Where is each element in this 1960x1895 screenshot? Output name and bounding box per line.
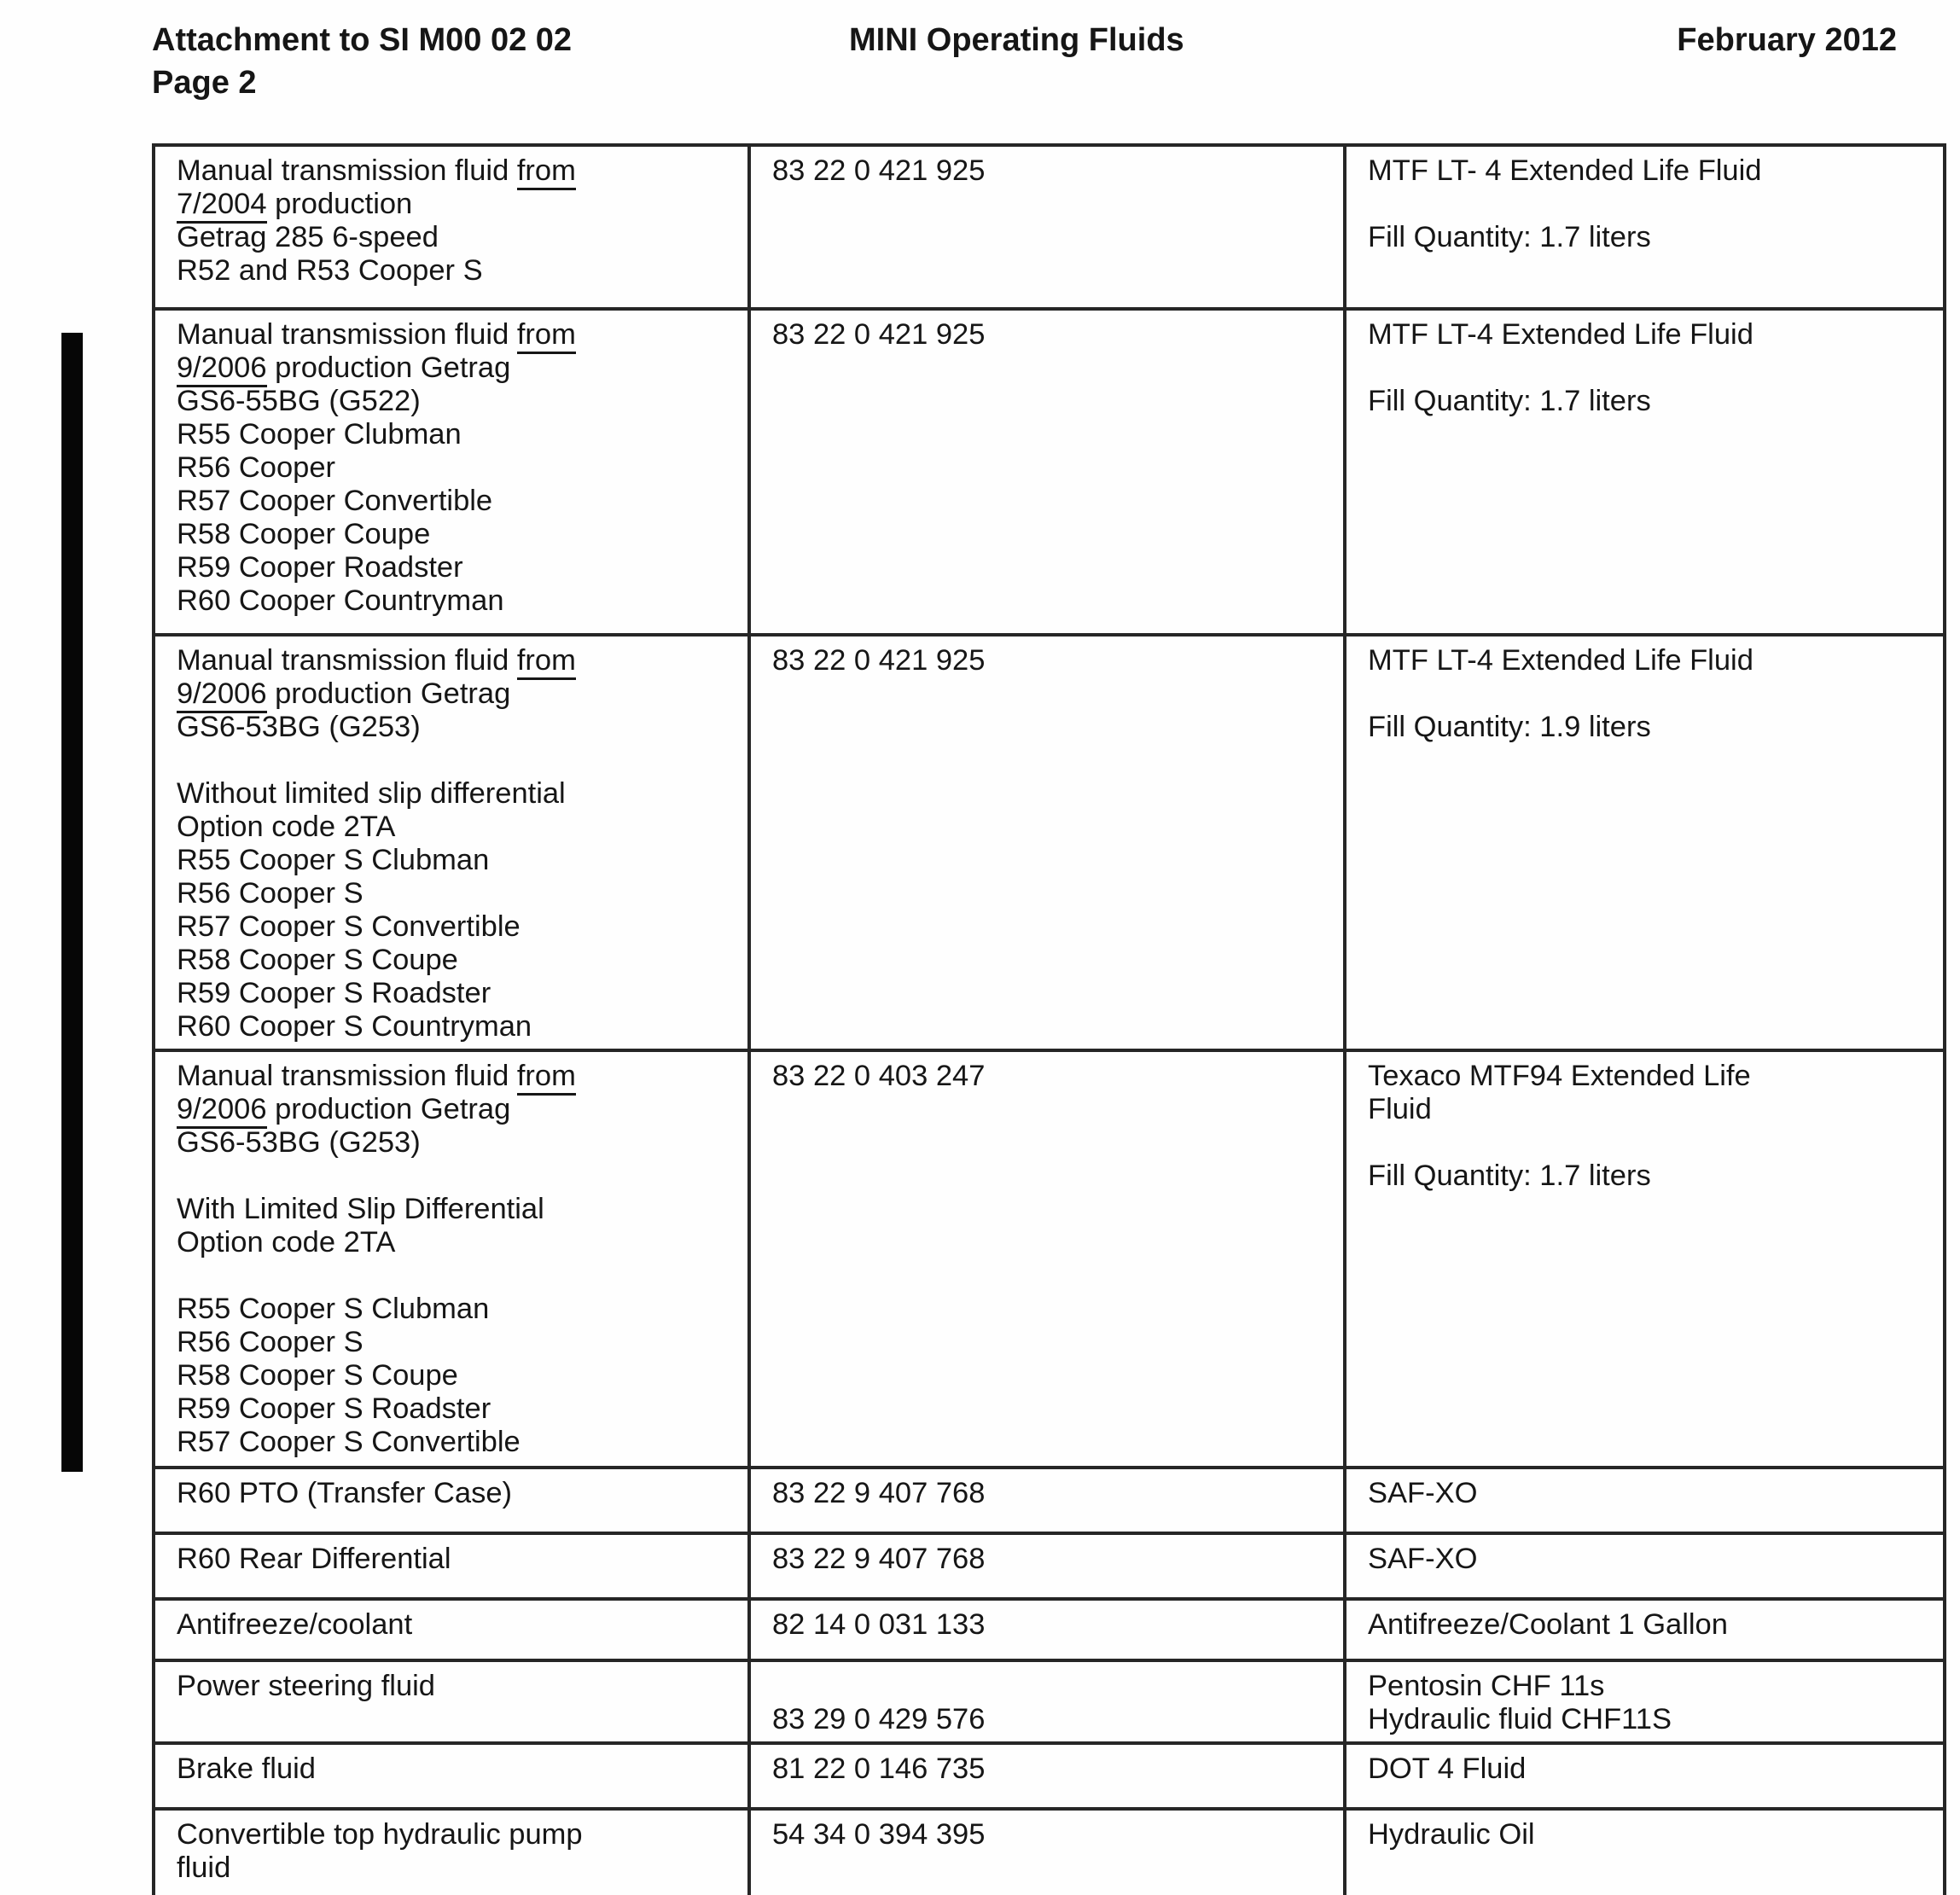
description-cell xyxy=(154,1468,749,1533)
text-line: Option code 2TA xyxy=(177,1226,396,1258)
part-number-cell xyxy=(749,1050,1345,1468)
description-cell xyxy=(154,1599,749,1660)
text-line: R59 Cooper S Roadster xyxy=(177,977,491,1009)
fluids-table-body xyxy=(154,145,1945,1895)
text-line: R60 Rear Differential xyxy=(177,1543,451,1575)
text-line: 83 22 0 421 925 xyxy=(772,318,986,351)
text-line: 9/2006 production Getrag xyxy=(177,352,732,385)
table-row xyxy=(154,1809,1945,1895)
text-line: Manual transmission fluid from xyxy=(177,318,732,352)
text-line: Hydraulic Oil xyxy=(1368,1818,1535,1851)
part-number-cell xyxy=(749,309,1345,635)
text-line: 83 22 9 407 768 xyxy=(772,1477,986,1509)
text-line: With Limited Slip Differential xyxy=(177,1193,544,1225)
text-line: Fill Quantity: 1.7 liters xyxy=(1368,1160,1651,1192)
text-line: 81 22 0 146 735 xyxy=(772,1753,986,1785)
description-cell xyxy=(154,1660,749,1743)
text-line: MTF LT- 4 Extended Life Fluid xyxy=(1368,154,1762,187)
text-line: Convertible top hydraulic pump xyxy=(177,1818,583,1851)
text-line: R59 Cooper S Roadster xyxy=(177,1392,491,1425)
text-line: R55 Cooper Clubman xyxy=(177,418,462,450)
text-line: Power steering fluid xyxy=(177,1670,435,1702)
table-row xyxy=(154,1468,1945,1533)
text-line: 9/2006 production Getrag xyxy=(177,1093,732,1126)
text-line: Brake fluid xyxy=(177,1753,316,1785)
text-line: 83 22 9 407 768 xyxy=(772,1543,986,1575)
text-line: fluid xyxy=(177,1851,231,1884)
part-number-cell xyxy=(749,1743,1345,1809)
text-line xyxy=(1368,188,1928,221)
text-line: R58 Cooper Coupe xyxy=(177,518,431,550)
text-line xyxy=(1368,1126,1928,1160)
text-line: R55 Cooper S Clubman xyxy=(177,844,490,876)
fluid-cell xyxy=(1345,635,1945,1050)
fluid-cell xyxy=(1345,145,1945,309)
text-line: GS6-55BG (G522) xyxy=(177,385,421,417)
table-row xyxy=(154,635,1945,1050)
text-line: 82 14 0 031 133 xyxy=(772,1608,986,1641)
text-line xyxy=(772,1670,1328,1703)
text-line: Manual transmission fluid from xyxy=(177,1060,732,1093)
table-row xyxy=(154,145,1945,309)
text-line: GS6-53BG (G253) xyxy=(177,1126,421,1159)
fluid-cell xyxy=(1345,1468,1945,1533)
fluid-cell xyxy=(1345,1599,1945,1660)
text-line: Option code 2TA xyxy=(177,811,396,843)
text-line: R57 Cooper S Convertible xyxy=(177,1426,521,1458)
fluids-table xyxy=(152,143,1946,1895)
text-line: MTF LT-4 Extended Life Fluid xyxy=(1368,644,1754,677)
part-number-cell xyxy=(749,1599,1345,1660)
text-line: SAF-XO xyxy=(1368,1543,1478,1575)
text-line: R60 Cooper S Countryman xyxy=(177,1010,532,1043)
fluid-cell xyxy=(1345,309,1945,635)
text-line: Texaco MTF94 Extended Life xyxy=(1368,1060,1751,1092)
text-line: 83 22 0 421 925 xyxy=(772,154,986,187)
text-line: 83 29 0 429 576 xyxy=(772,1703,986,1735)
description-cell xyxy=(154,1743,749,1809)
header-attachment-title xyxy=(152,19,572,104)
text-line: 9/2006 production Getrag xyxy=(177,677,732,711)
text-line: Hydraulic fluid CHF11S xyxy=(1368,1703,1672,1735)
text-line: R56 Cooper S xyxy=(177,1326,364,1358)
fluid-cell xyxy=(1345,1660,1945,1743)
description-cell xyxy=(154,1809,749,1895)
table-row xyxy=(154,1743,1945,1809)
part-number-cell xyxy=(749,1660,1345,1743)
text-line xyxy=(177,1160,732,1193)
text-line: 83 22 0 403 247 xyxy=(772,1060,986,1092)
text-line: Antifreeze/Coolant 1 Gallon xyxy=(1368,1608,1728,1641)
table-row xyxy=(154,1599,1945,1660)
text-line xyxy=(177,1259,732,1293)
fluid-cell xyxy=(1345,1809,1945,1895)
text-line: R52 and R53 Cooper S xyxy=(177,254,483,287)
text-line: Fill Quantity: 1.9 liters xyxy=(1368,711,1651,743)
table-row xyxy=(154,309,1945,635)
text-line: R58 Cooper S Coupe xyxy=(177,944,458,976)
attachment-line: Attachment to SI M00 02 02 xyxy=(152,22,573,58)
text-line: R57 Cooper Convertible xyxy=(177,485,493,517)
text-line: R55 Cooper S Clubman xyxy=(177,1293,490,1325)
description-cell xyxy=(154,1533,749,1599)
part-number-cell xyxy=(749,145,1345,309)
fluid-cell xyxy=(1345,1533,1945,1599)
part-number-cell xyxy=(749,1809,1345,1895)
text-line: Fill Quantity: 1.7 liters xyxy=(1368,221,1651,253)
text-line: 7/2004 production xyxy=(177,188,732,221)
text-line: 83 22 0 421 925 xyxy=(772,644,986,677)
fluid-cell xyxy=(1345,1050,1945,1468)
text-line: DOT 4 Fluid xyxy=(1368,1753,1527,1785)
text-line: Fluid xyxy=(1368,1093,1432,1125)
description-cell xyxy=(154,309,749,635)
text-line: R56 Cooper xyxy=(177,451,336,484)
description-cell xyxy=(154,635,749,1050)
text-line xyxy=(1368,352,1928,385)
part-number-cell xyxy=(749,635,1345,1050)
text-line: SAF-XO xyxy=(1368,1477,1478,1509)
table-row xyxy=(154,1050,1945,1468)
text-line: Getrag 285 6-speed xyxy=(177,221,439,253)
text-line: GS6-53BG (G253) xyxy=(177,711,421,743)
text-line: Manual transmission fluid from xyxy=(177,644,732,677)
document-date: February 2012 xyxy=(1677,22,1897,58)
text-line xyxy=(177,744,732,777)
text-line: R58 Cooper S Coupe xyxy=(177,1359,458,1392)
text-line: R59 Cooper Roadster xyxy=(177,551,463,584)
part-number-cell xyxy=(749,1468,1345,1533)
table-row xyxy=(154,1533,1945,1599)
description-cell xyxy=(154,145,749,309)
text-line: MTF LT-4 Extended Life Fluid xyxy=(1368,318,1754,351)
revision-change-bar xyxy=(61,333,83,1472)
text-line: Fill Quantity: 1.7 liters xyxy=(1368,385,1651,417)
text-line: 54 34 0 394 395 xyxy=(772,1818,986,1851)
text-line: R56 Cooper S xyxy=(177,877,364,910)
document-title: MINI Operating Fluids xyxy=(849,22,1184,58)
text-line: Manual transmission fluid from xyxy=(177,154,732,188)
text-line: Pentosin CHF 11s xyxy=(1368,1670,1605,1702)
text-line: R60 Cooper Countryman xyxy=(177,584,504,617)
table-row xyxy=(154,1660,1945,1743)
text-line: R57 Cooper S Convertible xyxy=(177,910,521,943)
text-line: Antifreeze/coolant xyxy=(177,1608,413,1641)
part-number-cell xyxy=(749,1533,1345,1599)
text-line xyxy=(1368,677,1928,711)
fluid-cell xyxy=(1345,1743,1945,1809)
description-cell xyxy=(154,1050,749,1468)
text-line: Without limited slip differential xyxy=(177,777,566,810)
text-line: R60 PTO (Transfer Case) xyxy=(177,1477,513,1509)
page-number: Page 2 xyxy=(152,65,257,101)
